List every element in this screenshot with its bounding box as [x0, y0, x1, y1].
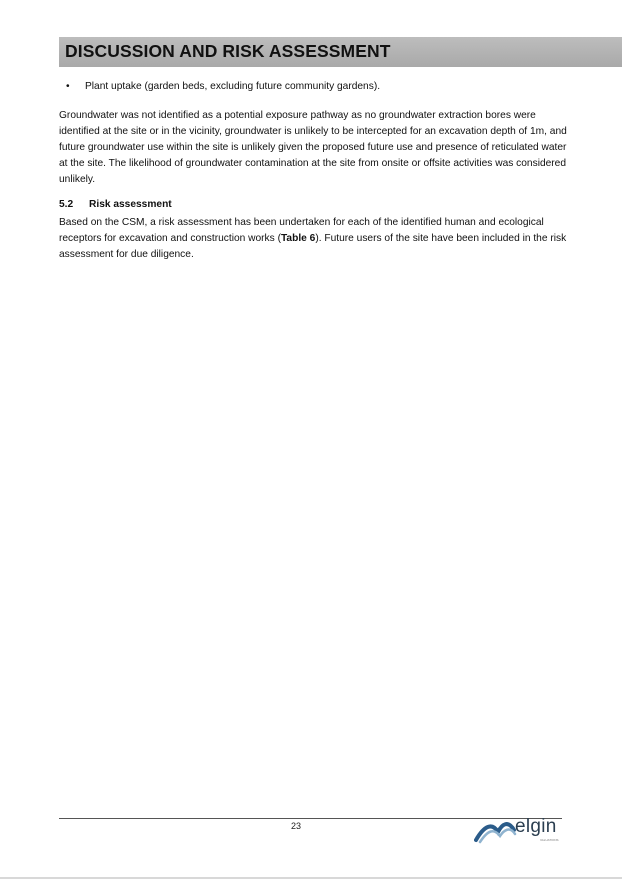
logo-wordmark: elgin	[515, 816, 557, 837]
bullet-item: Plant uptake (garden beds, excluding future community gardens).	[85, 81, 381, 92]
page-number: 23	[290, 821, 301, 831]
table-reference: Table 6	[280, 233, 316, 244]
groundwater-paragraph: Groundwater was not identified as a potential exposure pathway as no groundwater extraction bores were identified at the site or in the vicinity, groundwater is unlikely to be intercepted for an excavation depth of 1m, and future groundwater use within the site is unlikely given the proposed future use and presence of reticulated water at the site. The likelihood of groundwater contamination at the site from onsite or offsite activities was considered unlikely.	[59, 110, 567, 185]
bullet-marker: •	[66, 81, 70, 92]
section-header-bar	[59, 37, 622, 67]
section-number: 5.2	[59, 199, 74, 210]
section-heading: Risk assessment	[89, 199, 172, 210]
paragraph-text-end: ). Future users of the site have been included in the risk assessment for due diligence.	[59, 233, 567, 260]
page-title: DISCUSSION AND RISK ASSESSMENT	[65, 41, 391, 61]
logo-subtext: VALUATIONS	[540, 838, 559, 842]
paragraph-text-start: Based on the CSM, a risk assessment has been undertaken for each of the identified human and ecological receptors for excavation and construction works (	[59, 217, 544, 244]
risk-assessment-paragraph	[59, 215, 569, 263]
